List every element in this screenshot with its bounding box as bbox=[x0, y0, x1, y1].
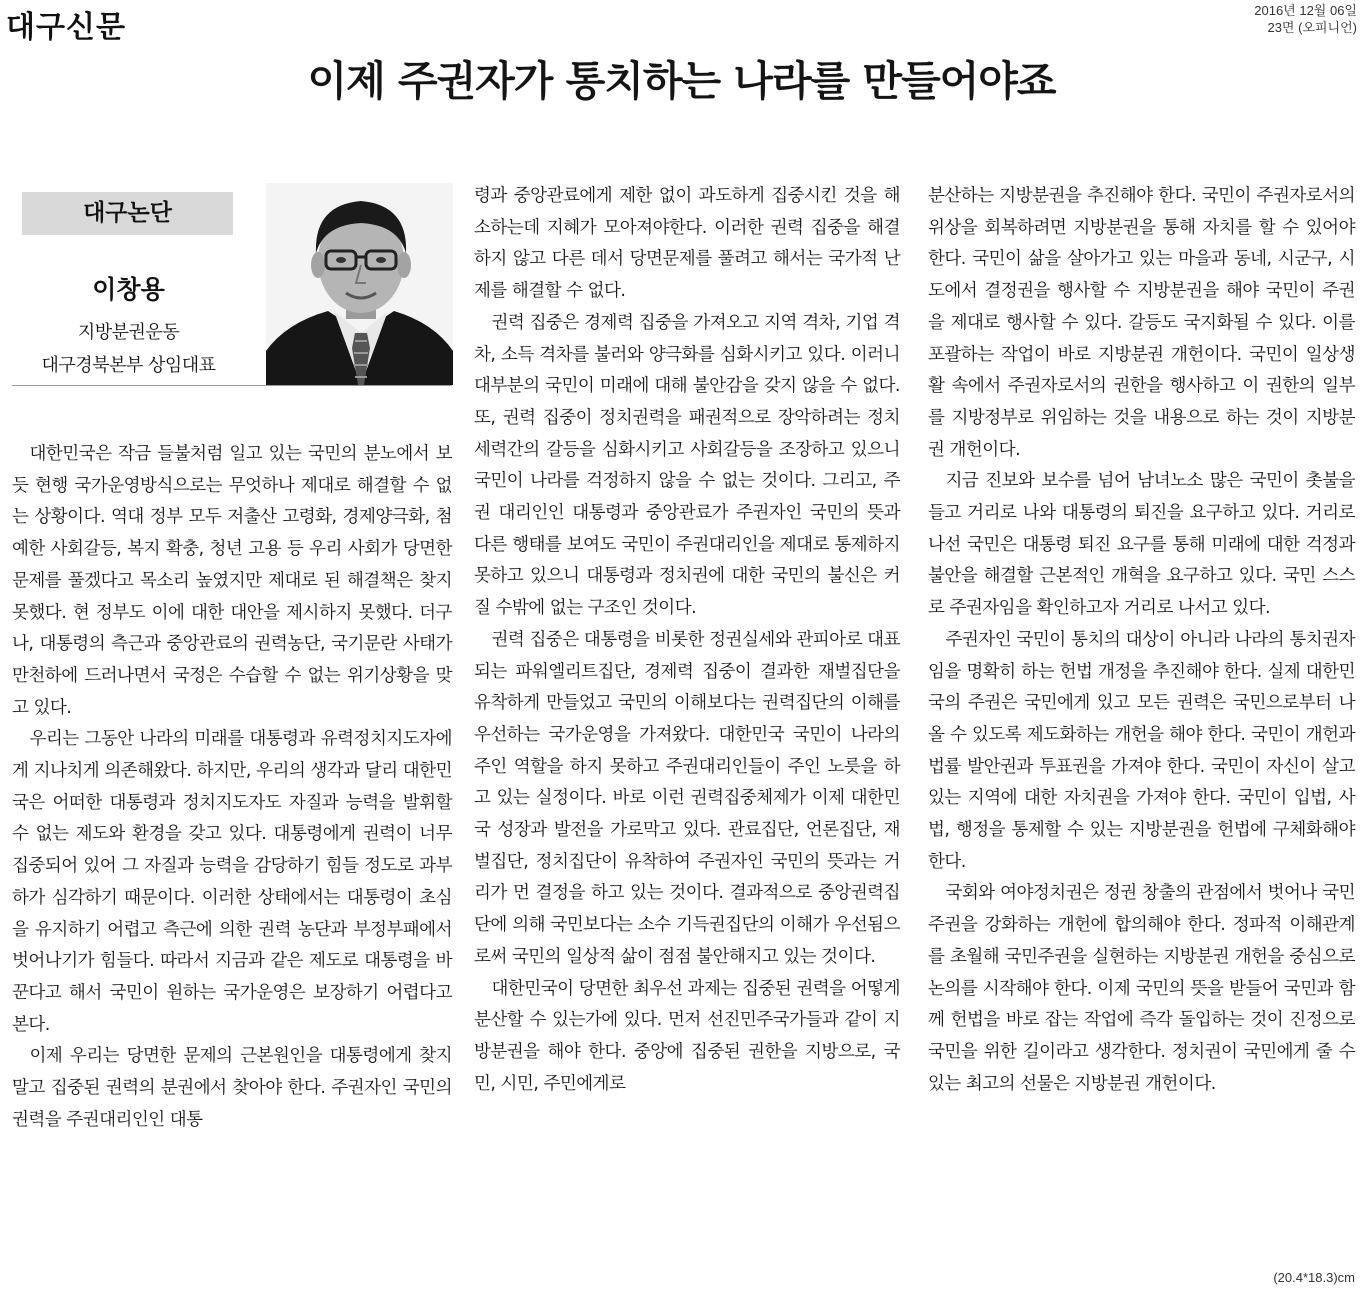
author-name: 이창용 bbox=[92, 275, 165, 304]
article-column-1 bbox=[12, 439, 452, 1136]
paragraph: 이제 우리는 당면한 문제의 근본원인을 대통령에게 찾지 말고 집중된 권력의 분권에서 찾아야 한다. 주권자인 국민의 권력을 주권대리인인 대통 bbox=[12, 1046, 452, 1130]
section-label: 대구논단 bbox=[22, 192, 233, 235]
article-column-3 bbox=[928, 181, 1355, 1100]
author-photo bbox=[266, 183, 453, 385]
author-organization: 대구경북본부 상임대표 bbox=[41, 355, 216, 376]
publication-meta bbox=[1254, 2, 1357, 36]
publication-date: 2016년 12월 06일 bbox=[1254, 3, 1357, 18]
byline-divider bbox=[12, 385, 452, 386]
page-section: 23면 (오피니언) bbox=[1267, 20, 1357, 35]
headline: 이제 주권자가 통치하는 나라를 만들어야죠 bbox=[307, 57, 1056, 105]
paragraph: 령과 중앙관료에게 제한 없이 과도하게 집중시킨 것을 해소하는데 지혜가 모아져야한다. 이러한 권력 집중을 해결하지 않고 다른 데서 당면문제를 풀려고 해서는 국가적 난제를 해결할 수 없다. bbox=[474, 186, 900, 302]
newspaper-name: 대구신문 bbox=[6, 10, 126, 45]
author-title: 지방분권운동 bbox=[77, 322, 180, 343]
paragraph: 지금 진보와 보수를 넘어 남녀노소 많은 국민이 촛불을 들고 거리로 나와 대통령의 퇴진을 요구하고 있다. 거리로 나선 국민은 대통령 퇴진 요구를 통해 미래에 대한 걱정과 불안을 해결할 근본적인 개혁을 요구하고 있다. 국민 스스로 주권자임을 확인하고자 거리로 나서고 있다. bbox=[928, 471, 1355, 619]
paragraph: 국회와 여야정치권은 정권 창출의 관점에서 벗어나 국민주권을 강화하는 개헌에 합의해야 한다. 정파적 이해관계를 초월해 국민주권을 실현하는 지방분권 개헌을 중심으로 논의를 시작해야 한다. 이제 국민의 뜻을 받들어 국민과 함께 헌법을 바로 잡는 작업에 즉각 돌입하는 것이 진정으로 국민을 위한 길이라고 생각한다. 정치권이 국민에게 줄 수 있는 최고의 선물은 지방분권 개헌이다. bbox=[928, 883, 1355, 1094]
article-column-2 bbox=[474, 181, 900, 1100]
paragraph: 분산하는 지방분권을 추진해야 한다. 국민이 주권자로서의 위상을 회복하려면 지방분권을 통해 자치를 할 수 있어야 한다. 국민이 삶을 살아가고 있는 마을과 동네, 시군구, 시도에서 결정권을 행사할 수 지방분권을 해야 국민이 주권을 제대로 행사할 수 있다. 갈등도 국지화될 수 있다. 이를 포괄하는 작업이 바로 지방분권 개헌이다. 국민이 일상생활 속에서 주권자로서의 권한을 행사하고 이 권한의 일부를 지방정부로 위임하는 것을 내용으로 하는 것이 지방분권 개헌이다. bbox=[928, 186, 1355, 460]
article-size-note: (20.4*18.3)cm bbox=[1273, 1270, 1355, 1285]
paragraph: 대한민국은 작금 들불처럼 일고 있는 국민의 분노에서 보듯 현행 국가운영방식으로는 무엇하나 제대로 해결할 수 없는 상황이다. 역대 정부 모두 저출산 고령화, 경제양극화, 첨예한 사회갈등, 복지 확충, 청년 고용 등 우리 사회가 당면한 문제를 풀겠다고 목소리 높였지만 제대로 된 해결책은 찾지 못했다. 현 정부도 이에 대한 대안을 제시하지 못했다. 더구나, 대통령의 측근과 중앙관료의 권력농단, 국기문란 사태가 만천하에 드러나면서 국정은 수습할 수 없는 위기상황을 맞고 있다. bbox=[12, 444, 452, 718]
paragraph: 권력 집중은 대통령을 비롯한 정권실세와 관피아로 대표되는 파워엘리트집단, 경제력 집중이 결과한 재벌집단을 유착하게 만들었고 국민의 이해보다는 권력집단의 이해를 우선하는 국가운영을 가져왔다. 대한민국 국민이 나라의 주인 역할을 하지 못하고 주권대리인들이 주인 노릇을 하고 있는 실정이다. 바로 이런 권력집중체제가 이제 대한민국 성장과 발전을 가로막고 있다. 관료집단, 언론집단, 재벌집단, 정치집단이 유착하여 주권자인 국민의 뜻과는 거리가 먼 결정을 하고 있는 것이다. 결과적으로 중앙권력집단에 의해 국민보다는 소수 기득권집단의 이해가 우선됨으로써 국민의 일상적 삶이 점점 불안해지고 있는 것이다. bbox=[474, 629, 900, 967]
paragraph: 주권자인 국민이 통치의 대상이 아니라 나라의 통치권자임을 명확히 하는 헌법 개정을 추진해야 한다. 실제 대한민국의 주권은 국민에게 있고 모든 권력은 국민으로부터 나올 수 있도록 제도화하는 개헌을 해야 한다. 국민이 개헌과 법률 발안권과 투표권을 가져야 한다. 국민이 자신이 살고 있는 지역에 대한 자치권을 가져야 한다. 국민이 입법, 사법, 행정을 통제할 수 있는 지방분권을 헌법에 구체화해야 한다. bbox=[928, 629, 1355, 872]
paragraph: 대한민국이 당면한 최우선 과제는 집중된 권력을 어떻게 분산할 수 있는가에 있다. 먼저 선진민주국가들과 같이 지방분권을 해야 한다. 중앙에 집중된 권한을 지방으로, 국민, 시민, 주민에게로 bbox=[474, 978, 900, 1094]
paragraph: 권력 집중은 경제력 집중을 가져오고 지역 격차, 기업 격차, 소득 격차를 불러와 양극화를 심화시키고 있다. 이러니 대부분의 국민이 미래에 대해 불안감을 갖지 않을 수 없다. 또, 권력 집중이 정치권력을 패권적으로 장악하려는 정치세력간의 갈등을 심화시키고 사회갈등을 조장하고 있으니 국민이 나라를 걱정하지 않을 수 없는 것이다. 그리고, 주권 대리인인 대통령과 중앙관료가 주권자인 국민의 뜻과 다른 행태를 보여도 국민이 주권대리인을 제대로 통제하지 못하고 있으니 대통령과 정치권에 대한 국민의 불신은 커질 수밖에 없는 구조인 것이다. bbox=[474, 312, 900, 619]
paragraph: 우리는 그동안 나라의 미래를 대통령과 유력정치지도자에게 지나치게 의존해왔다. 하지만, 우리의 생각과 달리 대한민국은 어떠한 대통령과 정치지도자도 자질과 능력을 발휘할 수 없는 제도와 환경을 갖고 있다. 대통령에게 권력이 너무 집중되어 있어 그 자질과 능력을 감당하기 힘들 정도로 과부하가 심각하기 때문이다. 이러한 상태에서는 대통령이 초심을 유지하기 어렵고 측근에 의한 권력 농단과 부정부패에서 벗어나기가 힘들다. 따라서 지금과 같은 제도로 대통령을 바꾼다고 해서 국민이 원하는 국가운영은 보장하기 어렵다고 본다. bbox=[12, 729, 452, 1035]
